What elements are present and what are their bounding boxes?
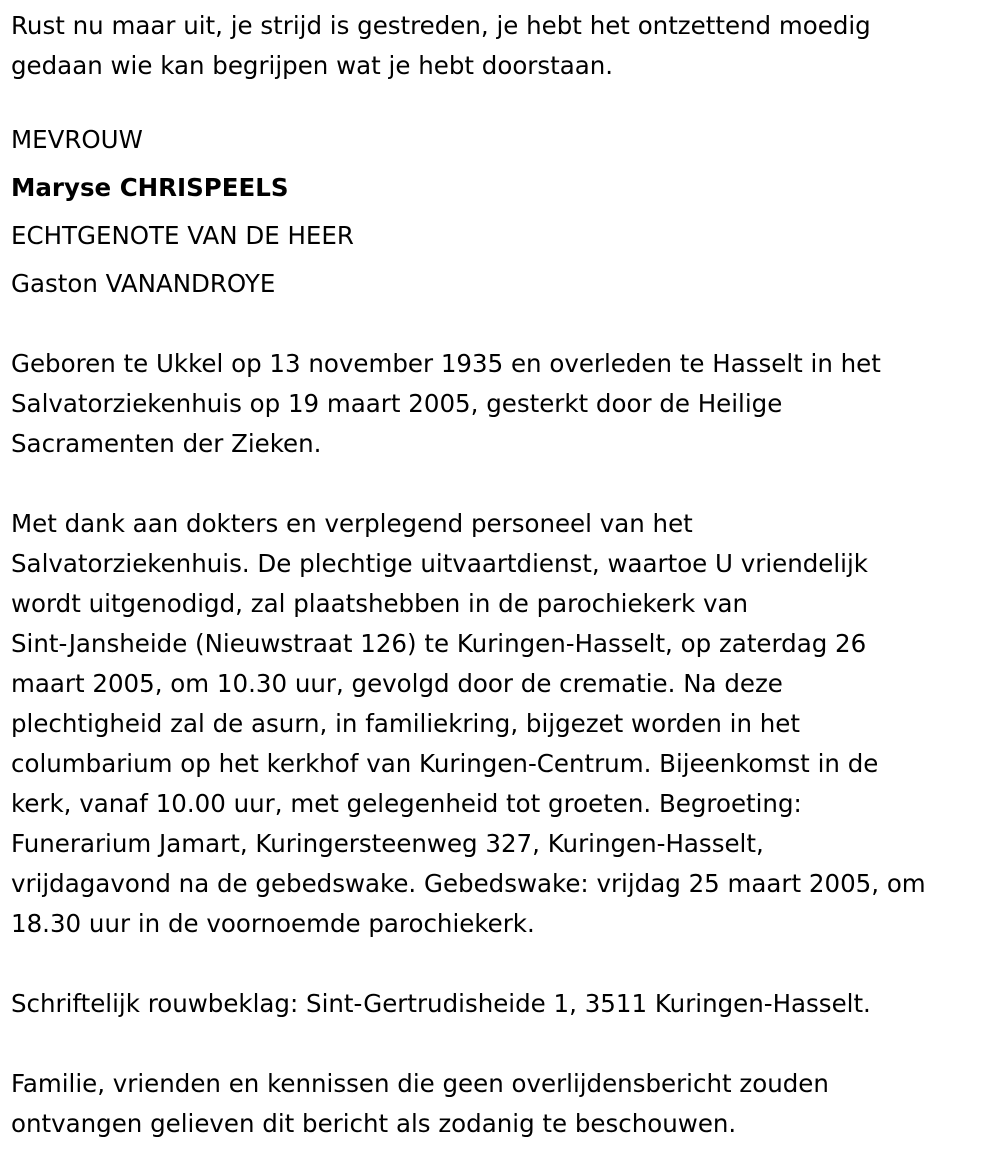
relation-line: ECHTGENOTE VAN DE HEER bbox=[11, 221, 354, 250]
spacer bbox=[11, 464, 996, 504]
closing-note: Familie, vrienden en kennissen die geen overlijdensbericht zouden ontvangen gelieven dit bericht als zodanig te beschouwen. bbox=[11, 1069, 829, 1138]
deceased-title: MEVROUW bbox=[11, 125, 143, 154]
spouse-name: Gaston VANANDROYE bbox=[11, 269, 276, 298]
spacer bbox=[11, 86, 996, 116]
service-paragraph: Met dank aan dokters en verplegend personeel van het Salvatorziekenhuis. De plechtige uitvaartdienst, waartoe U vriendelijk wordt uitgenodigd, zal plaatshebben in de parochiekerk van Sint-Jansheide (Nieuwstraat 126) te Kuringen-Hasselt, op zaterdag 26 maart 2005, om 10.30 uur, gevolgd door de crematie. Na deze plechtigheid zal de asurn, in familiekring, bijgezet worden in het columbarium op het kerkhof van Kuringen-Centrum. Bijeenkomst in de kerk, vanaf 10.00 uur, met gelegenheid tot groeten. Begroeting: Funerarium Jamart, Kuringersteenweg 327, Kuringen-Hasselt, vrijdagavond na de gebedswake. Gebedswake: vrijdag 25 maart 2005, om 18.30 uur in de voornoemde parochiekerk. bbox=[11, 509, 926, 938]
obituary-document bbox=[11, 6, 996, 1144]
deceased-block bbox=[11, 116, 996, 308]
opening-verse: Rust nu maar uit, je strijd is gestreden, je hebt het ontzettend moedig gedaan wie kan begrijpen wat je hebt doorstaan. bbox=[11, 11, 871, 80]
spacer bbox=[11, 308, 996, 344]
birth-death-paragraph: Geboren te Ukkel op 13 november 1935 en overleden te Hasselt in het Salvatorziekenhuis op 19 maart 2005, gesterkt door de Heilige Sacramenten der Zieken. bbox=[11, 349, 881, 458]
condolence-address: Schriftelijk rouwbeklag: Sint-Gertrudisheide 1, 3511 Kuringen-Hasselt. bbox=[11, 989, 871, 1018]
spacer bbox=[11, 1024, 996, 1064]
deceased-name: Maryse CHRISPEELS bbox=[11, 173, 289, 202]
spacer bbox=[11, 944, 996, 984]
